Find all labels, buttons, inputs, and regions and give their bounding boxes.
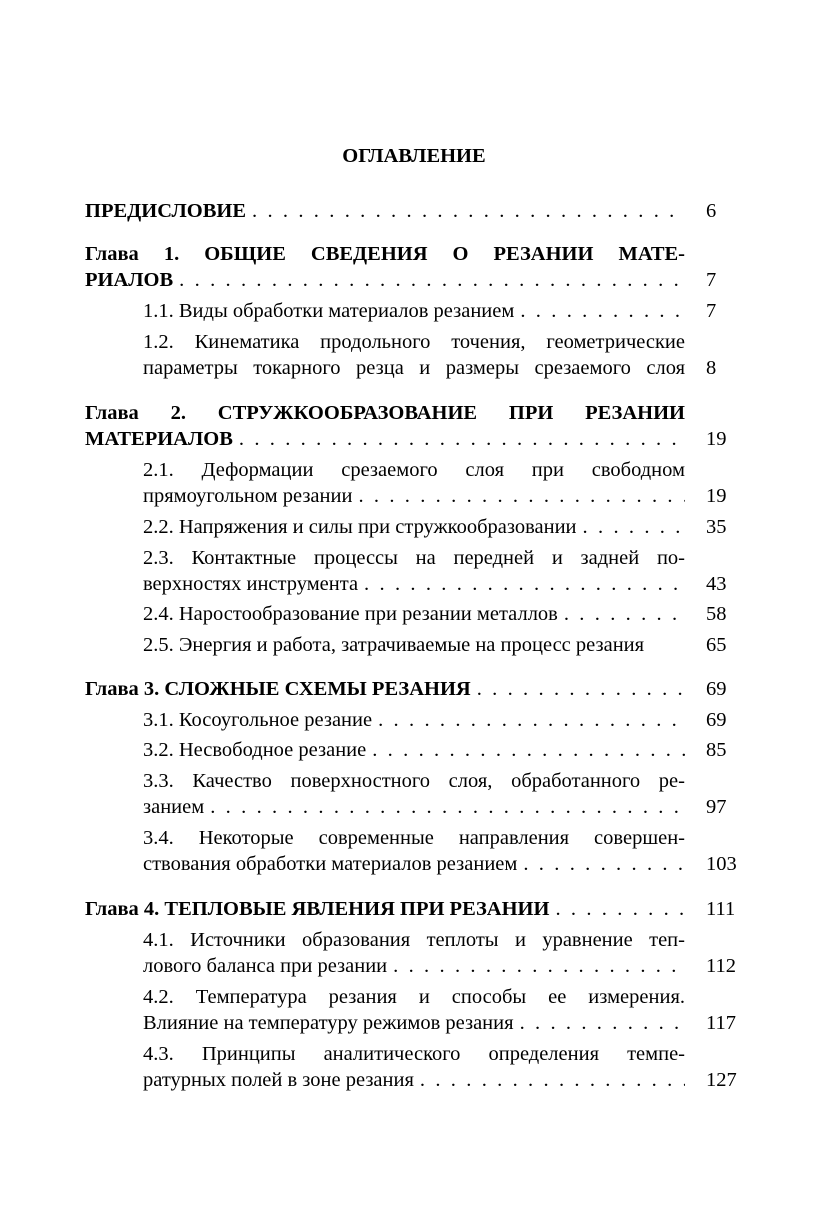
toc-section-3-2 (143, 738, 685, 764)
toc-section-3-3-line-1: 3.3. Качество поверхностного слоя, обработанного ре- (143, 770, 685, 792)
entry-text: 2.4. Наростообразование при резании металлов (143, 603, 558, 625)
toc-chapter-1-line-2 (85, 268, 685, 294)
dot-leader (372, 738, 685, 762)
dot-leader (564, 602, 685, 626)
toc-section-2-3-line-1: 2.3. Контактные процессы на передней и задней по- (143, 547, 685, 569)
page-number: 43 (706, 573, 727, 595)
entry-text: лового баланса при резании (143, 955, 388, 977)
dot-leader (583, 515, 685, 539)
page-number: 19 (706, 428, 727, 450)
toc-section-4-2-line-2 (143, 1011, 685, 1037)
toc-section-4-1-line-2 (143, 954, 685, 980)
page-number: 111 (706, 898, 736, 920)
toc-section-2-4 (143, 602, 685, 628)
entry-text: занием (143, 796, 205, 818)
toc-section-3-4-line-2 (143, 852, 685, 878)
toc-section-1-1 (143, 299, 685, 325)
entry-text: 3.2. Несвободное резание (143, 739, 367, 761)
dot-leader (358, 484, 685, 508)
page-number: 58 (706, 603, 727, 625)
toc-entry-preface (85, 199, 685, 225)
toc-title: ОГЛАВЛЕНИЕ (342, 145, 486, 167)
toc-section-2-3-line-2 (143, 572, 685, 598)
toc-chapter-1-line-1: Глава 1. ОБЩИЕ СВЕДЕНИЯ О РЕЗАНИИ МАТЕ- (85, 243, 685, 265)
dot-leader (477, 677, 685, 701)
toc-section-3-3-line-2 (143, 795, 685, 821)
page-number: 69 (706, 709, 727, 731)
page-number: 85 (706, 739, 727, 761)
toc-section-1-2-line-2: параметры токарного резца и размеры срезаемого слоя (143, 357, 685, 379)
entry-text: прямоугольном резании (143, 485, 353, 507)
entry-text: МАТЕРИАЛОВ (85, 428, 233, 450)
page-number: 7 (706, 269, 717, 291)
page-number: 6 (706, 200, 717, 222)
dot-leader (393, 954, 685, 978)
dot-leader (239, 427, 685, 451)
toc-section-3-1 (143, 708, 685, 734)
dot-leader (520, 1011, 685, 1035)
toc-chapter-2-line-1: Глава 2. СТРУЖКООБРАЗОВАНИЕ ПРИ РЕЗАНИИ (85, 402, 685, 424)
dot-leader (378, 708, 685, 732)
entry-text: 1.1. Виды обработки материалов резанием (143, 300, 515, 322)
page-number: 127 (706, 1069, 737, 1091)
entry-text: 2.5. Энергия и работа, затрачиваемые на процесс резания (143, 634, 645, 656)
toc-section-4-2-line-1: 4.2. Температура резания и способы ее измерения. (143, 986, 685, 1008)
entry-text: Влияние на температуру режимов резания (143, 1012, 514, 1034)
toc-section-3-4-line-1: 3.4. Некоторые современные направления совершен- (143, 827, 685, 849)
page-number: 69 (706, 678, 727, 700)
entry-text: ствования обработки материалов резанием (143, 853, 518, 875)
page-number: 8 (706, 357, 717, 379)
toc-section-4-3-line-1: 4.3. Принципы аналитического определения темпе- (143, 1043, 685, 1065)
page-number: 19 (706, 485, 727, 507)
page-number: 7 (706, 300, 717, 322)
toc-section-2-5 (143, 633, 685, 659)
dot-leader (252, 199, 685, 223)
dot-leader (420, 1068, 685, 1092)
dot-leader (523, 852, 685, 876)
toc-chapter-4 (85, 897, 685, 923)
entry-text: Глава 3. СЛОЖНЫЕ СХЕМЫ РЕЗАНИЯ (85, 678, 471, 700)
page-number: 117 (706, 1012, 736, 1034)
dot-leader (179, 268, 685, 292)
dot-leader (520, 299, 685, 323)
entry-text: Глава 4. ТЕПЛОВЫЕ ЯВЛЕНИЯ ПРИ РЕЗАНИИ (85, 898, 550, 920)
entry-text: ПРЕДИСЛОВИЕ (85, 200, 246, 222)
entry-text: ратурных полей в зоне резания (143, 1069, 414, 1091)
toc-section-2-1-line-2 (143, 484, 685, 510)
toc-chapter-2-line-2 (85, 427, 685, 453)
toc-section-4-1-line-1: 4.1. Источники образования теплоты и уравнение теп- (143, 929, 685, 951)
page-number: 35 (706, 516, 727, 538)
entry-text: РИАЛОВ (85, 269, 174, 291)
toc-section-2-1-line-1: 2.1. Деформации срезаемого слоя при свободном (143, 459, 685, 481)
toc-section-1-2-line-1: 1.2. Кинематика продольного точения, геометрические (143, 331, 685, 353)
dot-leader (555, 897, 685, 921)
entry-text: 2.2. Напряжения и силы при стружкообразовании (143, 516, 577, 538)
page-number: 65 (706, 634, 727, 656)
page-number: 97 (706, 796, 727, 818)
dot-leader (364, 572, 685, 596)
toc-section-4-3-line-2 (143, 1068, 685, 1094)
toc-section-2-2 (143, 515, 685, 541)
dot-leader (210, 795, 685, 819)
page-number: 112 (706, 955, 736, 977)
entry-text: верхностях инструмента (143, 573, 359, 595)
page-number: 103 (706, 853, 737, 875)
entry-text: 3.1. Косоугольное резание (143, 709, 373, 731)
toc-chapter-3 (85, 677, 685, 703)
